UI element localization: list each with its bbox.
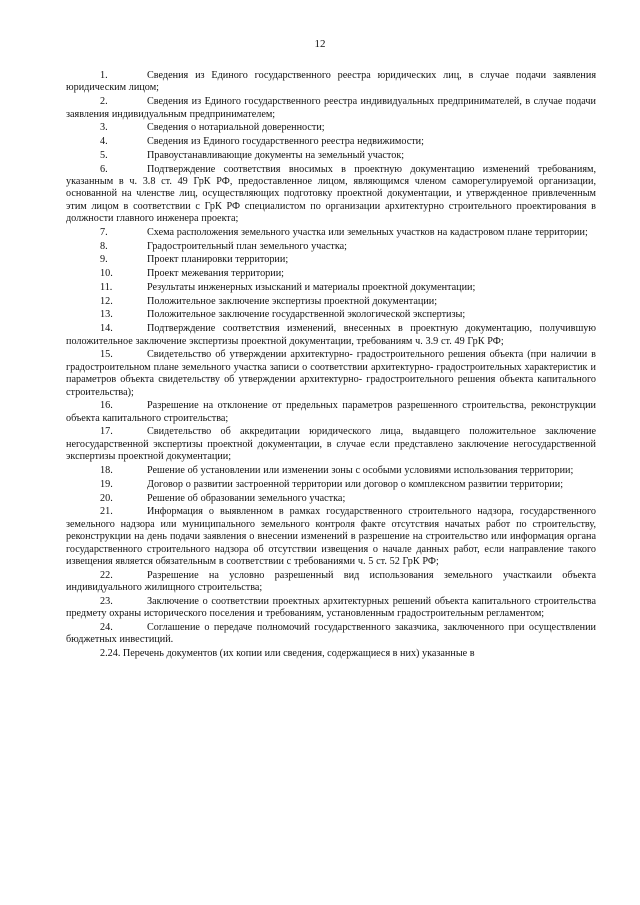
list-item-number: 21.	[100, 506, 113, 518]
list-item	[66, 349, 596, 399]
list-item-number: 2.	[100, 96, 108, 108]
list-item	[66, 596, 596, 621]
list-item	[66, 296, 596, 308]
list-item-number: 3.	[100, 122, 108, 134]
list-item	[66, 493, 596, 505]
list-item	[66, 506, 596, 568]
list-item-number: 22.	[100, 569, 113, 581]
list-item	[66, 622, 596, 647]
list-item-number: 1.	[100, 70, 108, 81]
list-item-number: 20.	[100, 492, 113, 504]
list-item	[66, 426, 596, 463]
list-item-number: 18.	[100, 465, 113, 477]
list-item	[66, 254, 596, 266]
list-item-text: Разрешение на условно разрешенный вид использования земельного участкаили объекта индивидуального жилищного строительства;	[66, 569, 596, 594]
list-item	[66, 465, 596, 477]
list-item-number: 11.	[100, 281, 113, 293]
list-item-text: Заключение о соответствии проектных архитектурных решений объекта капитального строительства предмету охраны исторического поселения и требованиям, установленным градостроительным регламентом;	[66, 595, 596, 620]
list-item-text: Положительное заключение экспертизы проектной документации;	[147, 295, 438, 307]
list-item-number: 12.	[100, 295, 113, 307]
list-item-text: Сведения о нотариальной доверенности;	[147, 122, 325, 134]
list-item-text: Решение об образовании земельного участка;	[147, 492, 346, 504]
list-item-number: 7.	[100, 226, 108, 238]
list-item-text: Сведения из Единого государственного реестра недвижимости;	[147, 136, 424, 148]
list-item	[66, 241, 596, 253]
list-item-text: Проект межевания территории;	[147, 268, 284, 280]
list-item-number: 16.	[100, 400, 113, 412]
list-item-text: Проект планировки территории;	[147, 254, 289, 266]
list-item	[66, 150, 596, 162]
list-item-number: 14.	[100, 323, 113, 335]
list-item-text: Результаты инженерных изысканий и материалы проектной документации;	[147, 281, 476, 293]
list-item	[66, 268, 596, 280]
list-item-text: Разрешение на отклонение от предельных параметров разрешенного строительства, реконструкции объекта капитального строительства;	[66, 400, 596, 424]
list-item-number: 24.	[100, 621, 113, 633]
list-item	[66, 164, 596, 226]
list-item-number: 8.	[100, 240, 108, 252]
document-body	[66, 70, 596, 661]
list-item	[66, 227, 596, 239]
list-item-number: 13.	[100, 309, 113, 321]
list-item-text: Градостроительный план земельного участка;	[147, 240, 348, 252]
list-item-number: 5.	[100, 149, 108, 161]
list-item-text: Положительное заключение государственной экологической экспертизы;	[147, 309, 466, 321]
list-item	[66, 122, 596, 134]
document-list	[66, 70, 596, 647]
list-item-number: 9.	[100, 254, 108, 266]
list-item-number: 10.	[100, 268, 113, 280]
page-number: 12	[314, 38, 326, 50]
list-item-number: 4.	[100, 136, 108, 148]
list-item-text: Подтверждение соответствия изменений, внесенных в проектную документацию, получившую положительное заключение экспертизы проектной документации, требованиям ч. 3.9 ст. 49 ГрК РФ;	[66, 323, 596, 347]
list-item-text: Соглашение о передаче полномочий государственного заказчика, заключенного при осуществлении бюджетных инвестиций.	[66, 621, 596, 646]
list-item-text: Сведения из Единого государственного реестра индивидуальных предпринимателей, в случае подачи заявления индивидуальным предпринимателем;	[66, 96, 596, 120]
list-item-text: Договор о развитии застроенной территории или договор о комплексном развитии территории;	[147, 478, 564, 490]
list-item-number: 23.	[100, 595, 113, 607]
list-item	[66, 96, 596, 121]
list-item-text: Свидетельство об аккредитации юридического лица, выдавщего положительное заключение негосударственной экспертизы проектной документации, в случае если представлено заключение негосударственной экспертизы проектной документации;	[66, 426, 596, 463]
list-item-number: 15.	[100, 349, 113, 361]
list-item-text: Правоустанавливающие документы на земельный участок;	[147, 149, 405, 161]
list-item-text: Схема расположения земельного участка или земельных участков на кадастровом плане территории;	[147, 226, 588, 238]
list-item	[66, 323, 596, 348]
list-item-number: 17.	[100, 426, 113, 438]
section-paragraph: 2.24. Перечень документов (их копии или сведения, содержащиеся в них) указанные в	[100, 648, 475, 660]
list-item	[66, 400, 596, 425]
list-item-text: Информация о выявленном в рамках государственного строительного надзора, государственного земельного надзора или муниципального земельного контроля факте отсутствия начатых работ по строительству, реконструкции на день подачи заявления о внесении изменений в разрешение на строительство или информация органа государственного строительного надзора об отсутствии извещения о начале данных работ, если направление такого извещения является обязательным в соответствии с требованиями ч. 5 ст. 52 ГрК РФ;	[66, 506, 596, 567]
list-item-number: 6.	[100, 163, 108, 175]
list-item	[66, 479, 596, 491]
list-item-text: Свидетельство об утверждении архитектурно- градостроительного решения объекта (при наличии в градостроительном плане земельного участка записи о соответствии архитектурно- градостроительных характеристик и параметров объекта свидетельству об утверждении архитектурно- градостроительного решения объекта капитального строительства);	[66, 349, 596, 398]
list-item	[66, 309, 596, 321]
list-item-text: Подтверждение соответствия вносимых в проектную документацию изменений требованиям, указанным в ч. 3.8 ст. 49 ГрК РФ, предоставленное лицом, являющимся членом саморегулируемой организации, основанной на членстве лиц, осуществляющих подготовку проектной документации, и утвержденное привлеченным этим лицом в соответствии с ГрК РФ специалистом по организации архитектурно строительного проектирования в должности главного инженера проекта;	[66, 163, 596, 225]
list-item	[66, 282, 596, 294]
list-item	[66, 136, 596, 148]
list-item	[66, 570, 596, 595]
list-item-text: Решение об установлении или изменении зоны с особыми условиями использования территории;	[147, 465, 574, 477]
list-item-number: 19.	[100, 478, 113, 490]
list-item	[66, 70, 596, 95]
list-item-text: Сведения из Единого государственного реестра юридических лиц, в случае подачи заявления юридическим лицом;	[66, 70, 596, 94]
